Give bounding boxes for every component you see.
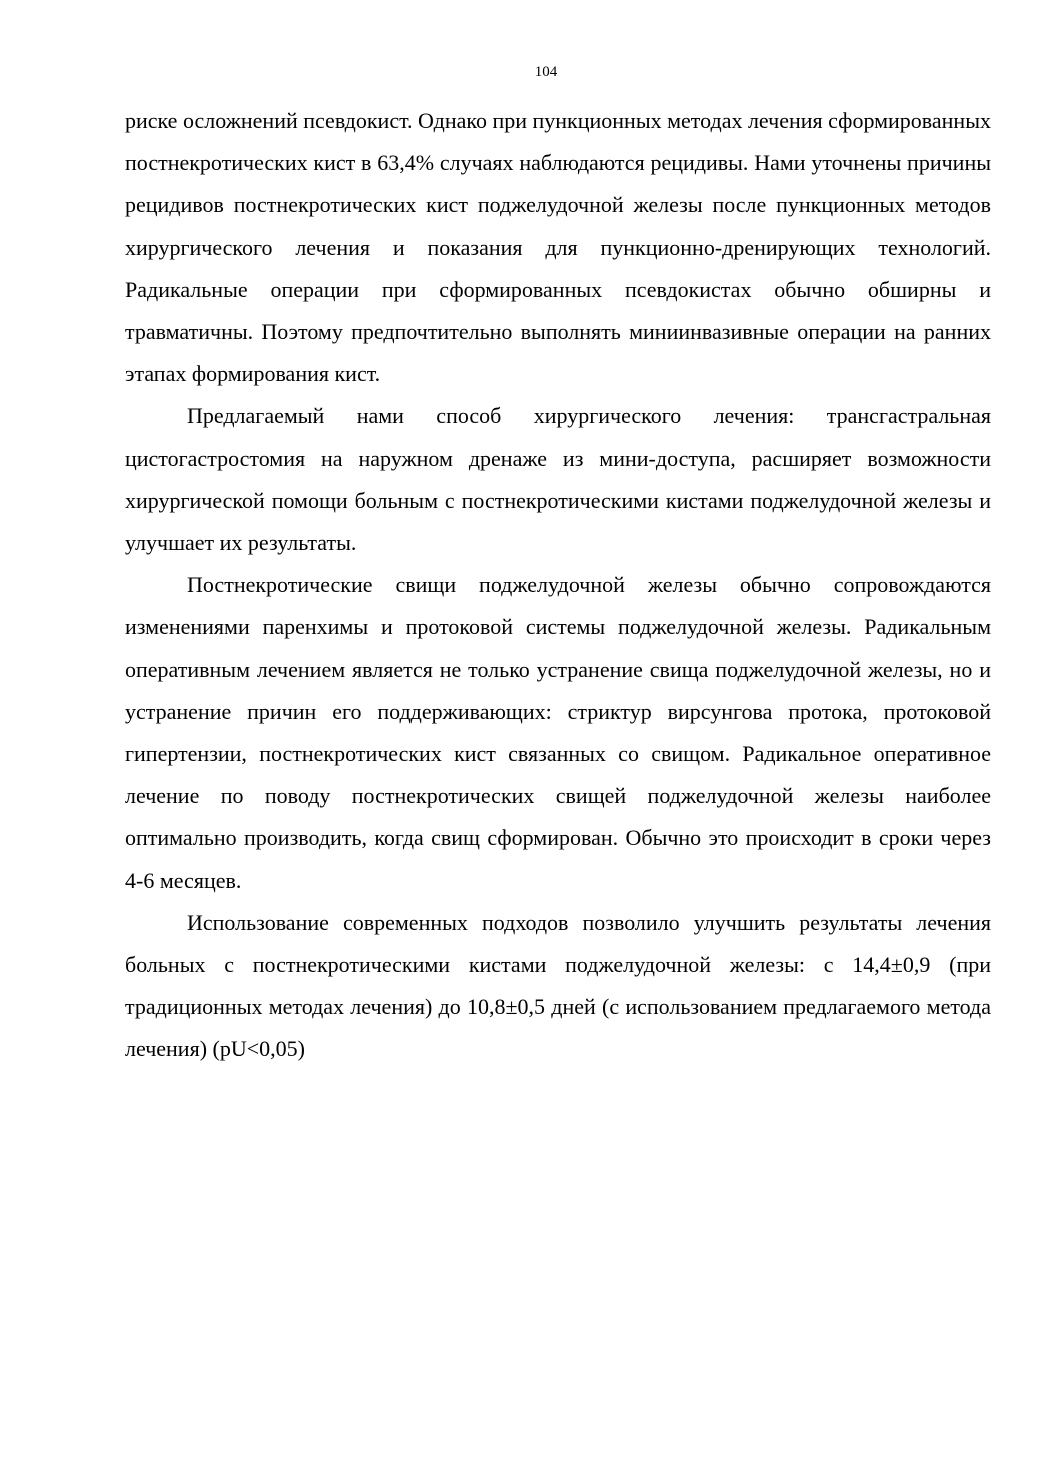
paragraph-fistula-treatment: Постнекротические свищи поджелудочной железы обычно сопровождаются изменениями паренхимы и протоковой системы поджелудочной железы. Радикальным оперативным лечением является не только устранение свища поджелудочной железы, но и устранение причин его поддерживающих: стриктур вирсунгова протока, протоковой гипертензии, постнекротических кист связанных со свищом. Радикальное оперативное лечение по поводу постнекротических свищей поджелудочной железы наиболее оптимально производить, когда свищ сформирован. Обычно это происходит в сроки через 4-6 месяцев. [125, 572, 991, 893]
paragraph-results: Использование современных подходов позволило улучшить результаты лечения больных с постнекротическими кистами поджелудочной железы: с 14,4±0,9 (при традиционных методах лечения) до 10,8±0,5 дней (с использованием предлагаемого метода лечения) (pU<0,05) [125, 909, 991, 1062]
page-number: 104 [534, 64, 558, 80]
paragraph-proposed-method: Предлагаемый нами способ хирургического лечения: трансгастральная цистогастростомия на наружном дренаже из мини-доступа, расширяет возможности хирургической помощи больным с постнекротическими кистами поджелудочной железы и улучшает их результаты. [125, 403, 991, 556]
document-body [125, 100, 991, 1071]
paragraph-pseudocyst-recurrence: риске осложнений псевдокист. Однако при пункционных методах лечения сформированных постнекротических кист в 63,4% случаях наблюдаются рецидивы. Нами уточнены причины рецидивов постнекротических кист поджелудочной железы после пункционных методов хирургического лечения и показания для пункционно-дренирующих технологий. Радикальные операции при сформированных псевдокистах обычно обширны и травматичны. Поэтому предпочтительно выполнять миниинвазивные операции на ранних этапах формирования кист. [125, 108, 991, 387]
